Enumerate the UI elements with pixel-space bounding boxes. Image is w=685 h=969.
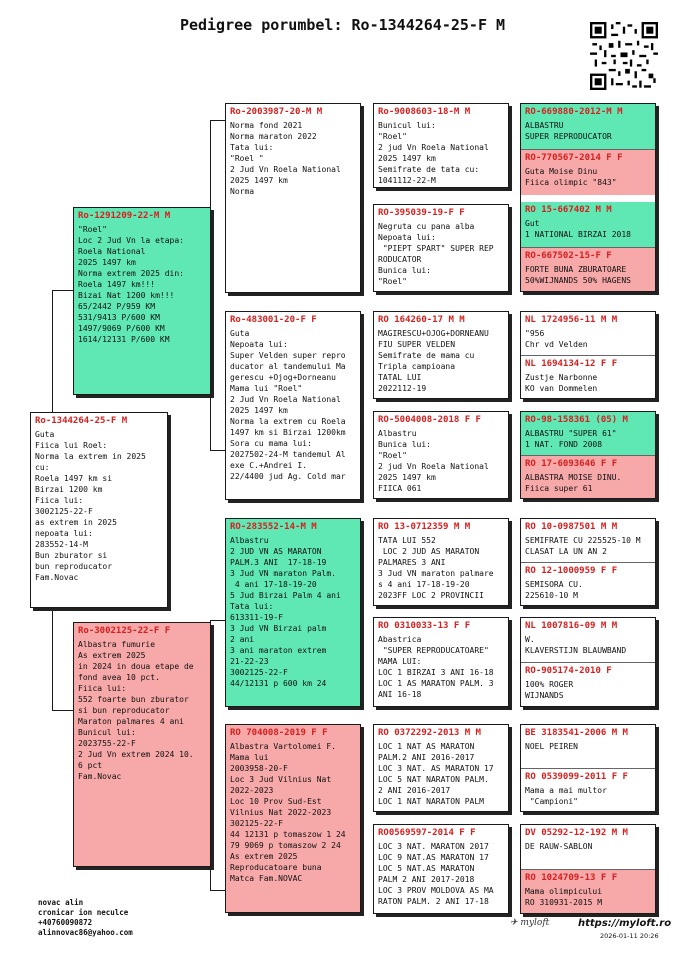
g5-pair-7 [520, 724, 656, 812]
g4-ring-id-2: RO-395039-19-F F [378, 208, 465, 218]
g5-notes-7: ALBASTRU "SUPER 61" 1 NAT. FOND 2008 [525, 429, 617, 449]
g4-card-2[interactable] [373, 204, 509, 292]
dam-sire-ring-id: RO-283552-14-M M [230, 522, 317, 532]
g5-ring-id-15: DV 05292-12-192 M M [525, 828, 628, 838]
g5-card-10[interactable] [521, 562, 655, 606]
g5-ring-id-13: BE 3183541-2006 M M [525, 728, 628, 738]
g4-ring-id-4: RO-5004008-2018 F F [378, 415, 481, 425]
g5-card-13[interactable] [521, 725, 655, 768]
g5-notes-10: SEMISORA CU. 225610-10 M [525, 580, 583, 600]
dam-dam-card[interactable] [225, 724, 361, 913]
g5-card-6[interactable] [521, 355, 655, 399]
g5-card-16[interactable] [521, 869, 655, 914]
g5-ring-id-9: RO 10-0987501 M M [525, 522, 618, 532]
g5-card-11[interactable] [521, 618, 655, 662]
g5-card-5[interactable] [521, 312, 655, 355]
g5-notes-5: "956 Chr vd Velden [525, 329, 588, 349]
subject-ring-id: Ro-1344264-25-F M [35, 416, 128, 426]
myloft-logo [510, 918, 549, 928]
dam-sire-notes: Albastru 2 JUD VN AS MARATON PALM.3 ANI 17-18-19 3 Jud VN maraton Palm. 4 ani 17-18-19-20 5 Jud Birzai Palm 4 ani Tata lui: 613311-19-F 3 Jud VN Birzai palm 2 ani 3 ani maraton extrem 21-22-23 3002125-22-F 44/12131 p 600 km 24 [230, 536, 341, 688]
g4-ring-id-6: RO 0310033-13 F F [378, 621, 471, 631]
g5-card-8[interactable] [521, 455, 655, 499]
g5-ring-id-6: NL 1694134-12 F F [525, 359, 618, 369]
subject-card[interactable] [30, 412, 168, 608]
g4-card-5[interactable] [373, 518, 509, 606]
g5-ring-id-12: RO-905174-2010 F [525, 666, 612, 676]
dam-ring-id: Ro-3002125-22-F F [78, 626, 171, 636]
dam-card[interactable] [73, 622, 211, 867]
g5-card-14[interactable] [521, 768, 655, 812]
g4-notes-4: Albastru Bunica lui: "Roel" 2 jud Vn Roela National 2025 1497 km FIICA 061 [378, 429, 489, 493]
g4-card-7[interactable] [373, 724, 509, 812]
owner-contact: novac alin cronicar ion neculce +40760090872 alinnovac86@yahoo.com [38, 898, 133, 937]
g5-pair-8 [520, 824, 656, 914]
sire-sire-notes: Norma fond 2021 Norma maraton 2022 Tata lui: "Roel " 2 Jud Vn Roela National 2025 1497 km Norma [230, 121, 341, 196]
g5-ring-id-5: NL 1724956-11 M M [525, 315, 618, 325]
g5-ring-id-3: RO 15-667402 M M [525, 205, 612, 215]
sire-dam-ring-id: Ro-483001-20-F F [230, 315, 317, 325]
g5-pair-4 [520, 411, 656, 499]
g5-card-2[interactable] [521, 149, 655, 195]
g5-card-9[interactable] [521, 519, 655, 562]
g4-card-8[interactable] [373, 824, 509, 914]
page-title: Pedigree porumbel: Ro-1344264-25-F M [179, 16, 506, 34]
g4-card-4[interactable] [373, 411, 509, 499]
g5-pair-6 [520, 617, 656, 707]
g4-ring-id-8: RO0569597-2014 F F [378, 828, 476, 838]
g5-card-15[interactable] [521, 825, 655, 869]
g5-ring-id-7: RO-98-158361 (05) M [525, 415, 628, 425]
g5-notes-6: Zustje Narbonne KO van Dommelen [525, 373, 598, 393]
sire-ring-id: Ro-1291209-22-M M [78, 211, 171, 221]
sire-sire-ring-id: Ro-2003987-20-M M [230, 107, 323, 117]
g5-notes-15: DE RAUW-SABLON [525, 842, 593, 851]
sire-dam-card[interactable] [225, 311, 361, 500]
g5-ring-id-2: RO-770567-2014 F F [525, 153, 623, 163]
g4-notes-3: MAGIRESCU+OJOG+DORNEANU FIU SUPER VELDEN Semifrate de mama cu Tripla campioana TATAL LUI 2022112-19 [378, 329, 489, 393]
g5-notes-2: Guta Moise Dinu Fiica olimpic "843" [525, 167, 617, 187]
g5-notes-3: Gut 1 NATIONAL BIRZAI 2018 [525, 219, 631, 239]
bird-icon: ✈ [510, 918, 518, 928]
g5-ring-id-8: RO 17-6093646 F F [525, 459, 618, 469]
g5-notes-12: 100% ROGER WIJNANDS [525, 680, 574, 700]
dam-dam-ring-id: RO 704008-2019 F F [230, 728, 328, 738]
g5-ring-id-11: NL 1007816-09 M M [525, 621, 618, 631]
g5-notes-8: ALBASTRA MOISE DINU. Fiica super 61 [525, 473, 622, 493]
dam-sire-card[interactable] [225, 518, 361, 707]
g4-notes-8: LOC 3 NAT. MARATON 2017 LOC 9 NAT.AS MARATON 17 LOC 5 NAT.AS MARATON PALM 2 ANI 2017-2018 LOC 3 PROV MOLDOVA AS MA RATON PALM. 2 ANI 17-18 [378, 842, 494, 906]
g4-card-1[interactable] [373, 103, 509, 188]
g4-notes-7: LOC 1 NAT AS MARATON PALM.2 ANI 2016-2017 LOC 3 NAT. AS MARATON 17 LOC 5 NAT NARATON PALM. 2 ANI 2016-2017 LOC 1 NAT NARATON PALM [378, 742, 494, 806]
g5-card-3[interactable] [521, 202, 655, 247]
g4-notes-6: Abastrica "SUPER REPRODUCATOARE" MAMA LUI: LOC 1 BIRZAI 3 ANI 16-18 LOC 1 AS MARATON PALM. 3 ANI 16-18 [378, 635, 494, 699]
g5-pair-3 [520, 311, 656, 399]
g5-card-1[interactable] [521, 104, 655, 149]
g5-ring-id-10: RO 12-1000959 F F [525, 566, 618, 576]
g5-card-4[interactable] [521, 247, 655, 292]
g4-ring-id-5: RO 13-0712359 M M [378, 522, 471, 532]
sire-sire-card[interactable] [225, 103, 361, 293]
g4-ring-id-7: RO 0372292-2013 M M [378, 728, 481, 738]
g4-ring-id-1: Ro-9008603-18-M M [378, 107, 471, 117]
g5-notes-4: FORTE BUNA ZBURATOARE 50%WIJNANDS 50% HAGENS [525, 265, 631, 285]
g5-ring-id-1: RO-669880-2012-M M [525, 107, 623, 117]
dam-dam-notes: Albastra Vartolomei F. Mama lui 2003958-20-F Loc 3 Jud Vilnius Nat 2022-2023 Loc 10 Prov Sud-Est Vilnius Nat 2022-2023 302125-22-F 44 12131 p tomaszow 1 24 79 9069 p tomaszow 2 24 As extrem 2025 Reproducatoare buna Matca Fam.NOVAC [230, 742, 346, 883]
subject-notes: Guta Fiica lui Roel: Norma la extrem in 2025 cu: Roela 1497 km si Birzai 1200 km Fiica lui: 3002125-22-F as extrem in 2025 nepoata lui: 283552-14-M Bun zburator si bun reproducator Fam.Novac [35, 430, 146, 582]
g5-ring-id-4: RO-667502-15-F F [525, 251, 612, 261]
g5-notes-16: Mama olimpicului RO 310931-2015 M [525, 887, 603, 907]
g4-notes-1: Bunicul lui: "Roel" 2 jud Vn Roela National 2025 1497 km Semifrate de tata cu: 1041112-22-M [378, 121, 489, 185]
g5-ring-id-14: RO 0539099-2011 F F [525, 772, 628, 782]
g4-ring-id-3: RO 164260-17 M M [378, 315, 465, 325]
site-link[interactable]: https://myloft.ro [578, 918, 672, 929]
g4-card-3[interactable] [373, 311, 509, 399]
sire-notes: "Roel" Loc 2 Jud Vn la etapa: Roela National 2025 1497 km Norma extrem 2025 din: Roela 1497 km!!! Bizai Nat 1200 km!!! 65/2442 P/959 KM 531/9413 P/600 KM 1497/9069 P/600 KM 1614/12131 P/600 KM [78, 225, 184, 344]
g4-notes-2: Negruta cu pana alba Nepoata lui: "PIEPT SPART" SUPER REP RODUCATOR Bunica lui: "Roel" [378, 222, 494, 286]
logo-text: myloft [520, 918, 550, 928]
g5-card-7[interactable] [521, 412, 655, 455]
dam-notes: Albastra fumurie As extrem 2025 in 2024 in doua etape de fond avea 10 pct. Fiica lui: 552 foarte bun zburator si bun reproducator Maraton palmares 4 ani Bunicul lui: 2023755-22-F 2 Jud Vn extrem 2024 10. 6 pct Fam.Novac [78, 640, 194, 781]
g5-ring-id-16: RO 1024709-13 F F [525, 873, 618, 883]
g5-pair-1 [520, 103, 656, 292]
g5-notes-9: SEMIFRATE CU 225525-10 M CLASAT LA UN AN 2 [525, 536, 641, 556]
g4-card-6[interactable] [373, 617, 509, 707]
g5-notes-1: ALBASTRU SUPER REPRODUCATOR [525, 121, 612, 141]
g5-notes-11: W. KLAVERSTIJN BLAUWBAND [525, 635, 627, 655]
sire-dam-notes: Guta Nepoata lui: Super Velden super repro ducator al tandemului Ma gerescu +Ojog+Dorneanu Mama lui "Roel" 2 Jud Vn Roela National 2025 1497 km Norma la extrem cu Roela 1497 km si Birzai 1200km Sora cu mama lui: 2027502-24-M tandemul Al exe C.+Andrei I. 22/4400 jud Ag. Cold mar [230, 329, 346, 481]
g5-notes-13: NOEL PEIREN [525, 742, 578, 751]
qr-code [590, 22, 658, 90]
g5-card-12[interactable] [521, 662, 655, 707]
print-date: 2026-01-11 20:26 [600, 932, 659, 940]
g5-notes-14: Mama a mai multor "Campioni" [525, 786, 607, 806]
sire-card[interactable] [73, 207, 211, 395]
g4-notes-5: TATA LUI 552 LOC 2 JUD AS MARATON PALMARES 3 ANI 3 Jud VN maraton palmare s 4 ani 17-18-19-20 2023FF LOC 2 PROVINCII [378, 536, 494, 600]
g5-pair-5 [520, 518, 656, 606]
